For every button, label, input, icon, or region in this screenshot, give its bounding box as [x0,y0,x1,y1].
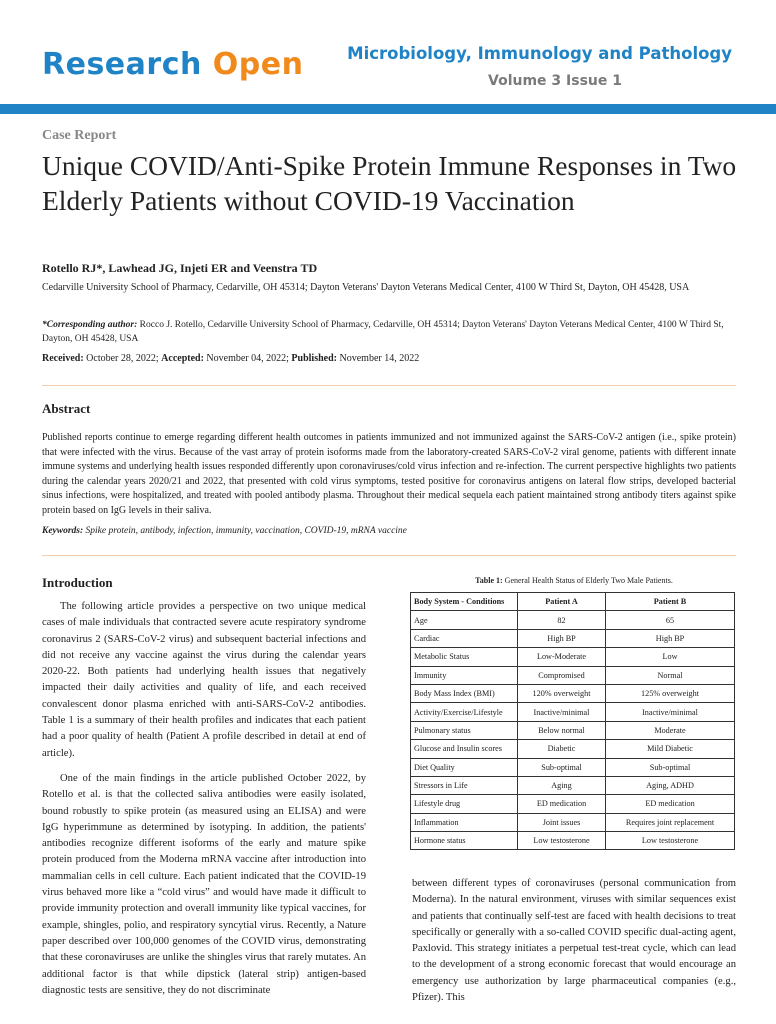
corresponding-author [42,319,742,346]
section-divider [42,555,736,556]
table-caption [412,576,736,585]
table-cell: Sub-optimal [606,758,735,776]
table-row [411,740,735,758]
table-cell: Inflammation [411,813,518,831]
table-row [411,684,735,702]
logo-research: Research [42,47,202,82]
intro-paragraph-2: One of the main findings in the article published October 2022, by Rotello et al. is that the collected saliva antibodies were easily isolated, bound robustly to spike protein (as measured using an ELISA) and were IgG hyperimmune as determined by isotyping. In addition, the patients' antibodies recognize different isoforms of the early and mature spike protein produced from the Moderna mRNA vaccine after introduction into mammalian cells in cell culture. Each patient indicated that the COVID-19 virus behaved more like a “cold virus” and would have made it difficult to provide immunity protection and overall immunity like typical vaccines, for example, shingles, polio, and respiratory syncytial virus. Recently, a Nature paper described over 100,000 genomes of the COVID virus, demonstrating that these coronaviruses are unlike the shingles virus that rarely mutates. An additional factor is that while dipstick (lateral strip) antigen-based diagnostic tests are sensitive, they do not discriminate [42,772,366,996]
table-cell: Mild Diabetic [606,740,735,758]
table-cell: Inactive/minimal [518,703,606,721]
logo-open: Open [212,47,304,82]
section-divider [42,385,736,386]
table-cell: Diet Quality [411,758,518,776]
corresponding-author-text: Rocco J. Rotello, Cedarville University School of Pharmacy, Cedarville, OH 45314; Dayton Veterans' Dayton Veterans Medical Center, 4100 W Third St, Dayton, OH 45428, USA [42,320,724,344]
table-cell: Aging [518,776,606,794]
table-row [411,703,735,721]
table-cell: Stressors in Life [411,776,518,794]
table-row [411,721,735,739]
table-row [411,629,735,647]
accepted-date: November 04, 2022; [206,353,289,364]
publisher-logo [42,47,303,82]
table-cell: Aging, ADHD [606,776,735,794]
table-cell: Joint issues [518,813,606,831]
table-cell: Glucose and Insulin scores [411,740,518,758]
table-cell: Hormone status [411,832,518,850]
table-row [411,795,735,813]
table-cell: Low testosterone [606,832,735,850]
article-type: Case Report [42,128,117,143]
header-divider-bar [0,104,776,114]
article-dates [42,353,419,364]
corresponding-author-label: *Corresponding author: [42,320,138,330]
table-cell: 125% overweight [606,684,735,702]
table-header-row [411,593,735,611]
table-row [411,776,735,794]
table-cell: ED medication [606,795,735,813]
column-header: Patient A [518,593,606,611]
table-cell: High BP [606,629,735,647]
column-header: Patient B [606,593,735,611]
table-cell: Activity/Exercise/Lifestyle [411,703,518,721]
table-cell: Lifestyle drug [411,795,518,813]
introduction-heading: Introduction [42,575,113,590]
published-date: November 14, 2022 [339,353,420,364]
abstract-text: Published reports continue to emerge regarding different health outcomes in patients immunized and not immunized against the SARS-CoV-2 antigen (i.e., spike protein) that were infected with the virus. Because of the vast array of protein isoforms made from the laboratory-created SARS-CoV-2 viral genome, patients with different innate immune systems and underlying health issues responded differently upon coronaviruses/cold virus infection and re-infection. The current perspective highlights two patients during the calendar years 2020/21 and 2022, that presented with cold virus symptoms, tested positive for coronavirus antigens on lateral flow strips, developed bacterial sinus infections, were hospitalized, and treated with pooled antibody plasma. Throughout their medical sequela each patient maintained strong antibody titers against spike protein based on IgG levels in their saliva. [42,432,736,516]
left-column [42,599,366,1008]
table-cell: ED medication [518,795,606,813]
table-cell: Sub-optimal [518,758,606,776]
published-label: Published: [291,353,337,364]
table-cell: Pulmonary status [411,721,518,739]
table-row [411,648,735,666]
table-cell: Low [606,648,735,666]
intro-paragraph-1: The following article provides a perspective on two unique medical cases of male individuals that contracted severe acute respiratory syndrome coronavirus 2 (SARS-CoV-2 virus) and subsequent bacterial infections and did not receive any vaccine against the virus during the calendar years 2020-22. Both patients had underlying health issues that negatively impacted their daily activities and quality of life, and each received convalescent donor plasma enriched with anti-SARS-CoV-2 antibodies. Table 1 is a summary of their health profiles and indicates that each patient had a poor quality of health (Patient A profile described in detail at end of article). [42,601,366,759]
received-label: Received: [42,353,84,364]
table-cell: 65 [606,611,735,629]
table-cell: Requires joint replacement [606,813,735,831]
table-cell: 82 [518,611,606,629]
table-row [411,611,735,629]
table-cell: Moderate [606,721,735,739]
table-cell: Body Mass Index (BMI) [411,684,518,702]
accepted-label: Accepted: [161,353,204,364]
table-cell: Cardiac [411,629,518,647]
abstract-heading: Abstract [42,401,91,416]
health-status-table [410,592,735,850]
table-cell: High BP [518,629,606,647]
journal-volume: Volume 3 Issue 1 [488,73,622,89]
article-authors: Rotello RJ*, Lawhead JG, Injeti ER and Veenstra TD [42,261,318,275]
author-affiliation: Cedarville University School of Pharmacy, Cedarville, OH 45314; Dayton Veterans' Dayton Veterans Medical Center, 4100 W Third St, Dayton, OH 45428, USA [42,282,690,293]
column-header: Body System - Conditions [411,593,518,611]
journal-title: Microbiology, Immunology and Pathology [347,44,732,63]
table-cell: Metabolic Status [411,648,518,666]
table-caption-label: Table 1: [475,576,503,585]
table-cell: 120% overweight [518,684,606,702]
keywords [42,526,407,536]
table-cell: Age [411,611,518,629]
table-row [411,666,735,684]
journal-info [347,44,732,89]
article-title: Unique COVID/Anti-Spike Protein Immune Responses in Two Elderly Patients without COVID-19 Vaccination [42,150,737,216]
table-cell: Normal [606,666,735,684]
keywords-text: Spike protein, antibody, infection, immunity, vaccination, COVID-19, mRNA vaccine [85,526,407,536]
table-cell: Inactive/minimal [606,703,735,721]
keywords-label: Keywords: [42,526,84,536]
right-column [412,876,736,1015]
table-row [411,813,735,831]
table-row [411,832,735,850]
table-row [411,758,735,776]
table-cell: Below normal [518,721,606,739]
table-cell: Low-Moderate [518,648,606,666]
table-cell: Low testosterone [518,832,606,850]
intro-paragraph-3: between different types of coronaviruses (personal communication from Moderna). In the natural environment, viruses with similar sequences exist and patients that continually self-test are faced with health decisions to treat specifically or generally with a so-called COVID specific dual-acting agent, Paxlovid. This strategy initiates a perpetual test-treat cycle, which can lead to the development of a strong economic forecast that would encourage an emergency use authorization by large pharmaceutical companies (e.g., Pfizer). This [412,878,736,1004]
table-cell: Diabetic [518,740,606,758]
table-cell: Compromised [518,666,606,684]
table-caption-text: General Health Status of Elderly Two Male Patients. [504,576,673,585]
table-cell: Immunity [411,666,518,684]
received-date: October 28, 2022; [86,353,159,364]
